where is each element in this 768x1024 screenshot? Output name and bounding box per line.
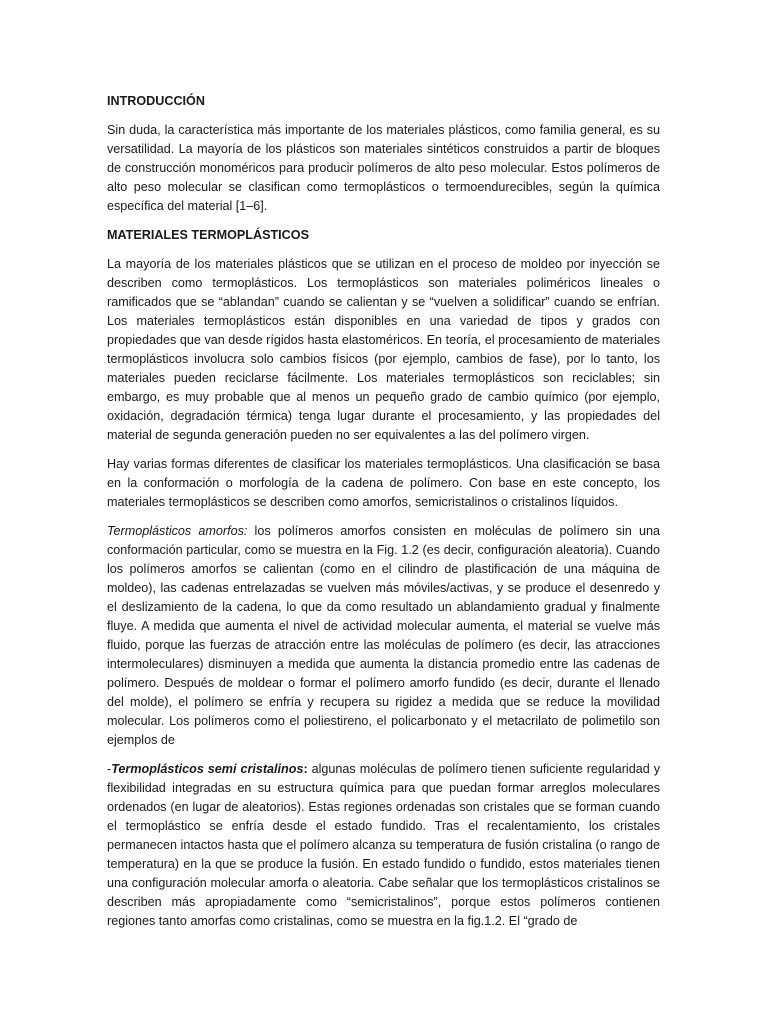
paragraph-clasificacion: Hay varias formas diferentes de clasificar los materiales termoplásticos. Una clasificación se basa en la conformación o morfología de la cadena de polímero. Con base en este concepto, los materiales termoplásticos se describen como amorfos, semicristalinos o cristalinos líquidos.	[107, 457, 660, 509]
semicristalinos-prefix: -	[107, 762, 112, 776]
term-termoplasticos-semicristalinos: Termoplásticos semi cristalinos	[111, 762, 304, 776]
term-termoplasticos-amorfos: Termoplásticos amorfos:	[107, 524, 248, 538]
paragraph-introduccion: Sin duda, la característica más importante de los materiales plásticos, como familia general, es su versatilidad. La mayoría de los plásticos son materiales sintéticos construidos a partir de bloques de construcción monoméricos para producir polímeros de alto peso molecular. Estos polímeros de alto peso molecular se clasifican como termoplásticos o termoendurecibles, según la química específica del material [1–6].	[107, 123, 660, 213]
document-page	[107, 92, 660, 941]
semicristalinos-colon: :	[303, 762, 308, 776]
section-heading-materiales-termoplasticos: MATERIALES TERMOPLÁSTICOS	[107, 228, 309, 242]
paragraph-termoplasticos-semicristalinos	[107, 760, 660, 931]
paragraph-termoplasticos-amorfos	[107, 522, 660, 750]
paragraph-termoplasticos-descripcion: La mayoría de los materiales plásticos que se utilizan en el proceso de moldeo por inyección se describen como termoplásticos. Los termoplásticos son materiales poliméricos lineales o ramificados que se “ablandan” cuando se calientan y se “vuelven a solidificar” cuando se enfrían. Los materiales termoplásticos están disponibles en una variedad de tipos y grados con propiedades que van desde rígidos hasta elastoméricos. En teoría, el procesamiento de materiales termoplásticos involucra solo cambios físicos (por ejemplo, cambios de fase), por lo tanto, los materiales pueden reciclarse fácilmente. Los materiales termoplásticos son reciclables; sin embargo, es muy probable que al menos un pequeño grado de cambio químico (por ejemplo, oxidación, degradación térmica) tenga lugar durante el procesamiento, y las propiedades del material de segunda generación pueden no ser equivalentes a las del polímero virgen.	[107, 257, 660, 442]
section-heading-introduccion: INTRODUCCIÓN	[107, 94, 205, 108]
semicristalinos-body-text: algunas moléculas de polímero tienen suficiente regularidad y flexibilidad integradas en su estructura química para que puedan formar arreglos moleculares ordenados (en lugar de aleatorios). Estas regiones ordenadas son cristales que se forman cuando el termoplástico se enfría desde el estado fundido. Tras el recalentamiento, los cristales permanecen intactos hasta que el polímero alcanza su temperatura de fusión cristalina (o rango de temperatura) en la que se produce la fusión. En estado fundido o fundido, estos materiales tienen una configuración molecular amorfa o aleatoria. Cabe señalar que los termoplásticos cristalinos se describen más apropiadamente como “semicristalinos”, porque estos polímeros contienen regiones tanto amorfas como cristalinas, como se muestra en la fig.1.2. El “grado de	[107, 762, 661, 928]
amorfos-body-text: los polímeros amorfos consisten en moléculas de polímero sin una conformación particular, como se muestra en la Fig. 1.2 (es decir, configuración aleatoria). Cuando los polímeros amorfos se calientan (como en el cilindro de plastificación de una máquina de moldeo), las cadenas entrelazadas se vuelven más móviles/activas, y se produce el desenredo y el deslizamiento de la cadena, lo que da como resultado un ablandamiento gradual y finalmente fluye. A medida que aumenta el nivel de actividad molecular aumenta, el material se vuelve más fluido, porque las fuerzas de atracción entre las moléculas de polímero (es decir, las atracciones intermoleculares) disminuyen a medida que aumenta la distancia promedio entre las cadenas de polímero. Después de moldear o formar el polímero amorfo fundido (es decir, durante el llenado del molde), el polímero se enfría y recupera su rigidez a medida que se reduce la movilidad molecular. Los polímeros como el poliestireno, el policarbonato y el metacrilato de polimetilo son ejemplos de	[107, 524, 660, 747]
